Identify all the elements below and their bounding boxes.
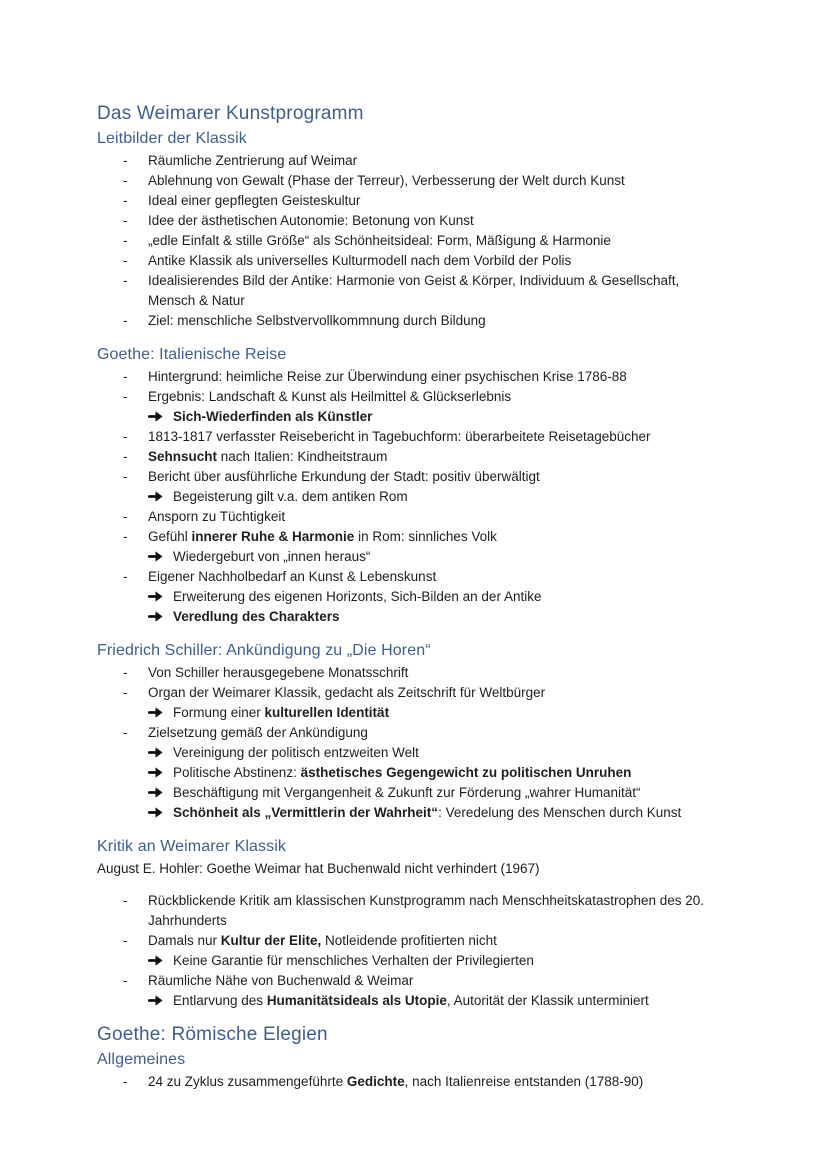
text-run: in Rom: sinnliches Volk — [354, 529, 497, 544]
section-heading: Goethe: Römische Elegien — [97, 1024, 328, 1045]
bold-text-run: Gedichte — [346, 1074, 405, 1089]
arrow-bullet-icon — [148, 951, 173, 971]
list-item-text — [148, 367, 748, 387]
arrow-right-icon — [148, 707, 163, 718]
list-item-text — [148, 567, 748, 587]
paragraph: August E. Hohler: Goethe Weimar hat Buchenwald nicht verhindert (1967) — [97, 861, 540, 876]
text-run: Erweiterung des eigenen Horizonts, Sich-Bilden an der Antike — [173, 589, 542, 604]
list-item-text — [148, 447, 748, 467]
dash-bullet-icon: - — [123, 509, 128, 524]
list-item — [97, 231, 748, 251]
list-item-text — [148, 971, 748, 991]
dash-bullet-icon: - — [123, 193, 128, 208]
list-item-text — [148, 251, 748, 271]
list-item — [97, 427, 748, 447]
bold-text-run: Veredlung des Charakters — [173, 609, 340, 624]
list-item — [97, 663, 748, 683]
list-item-text — [173, 763, 748, 783]
list-item-text — [173, 783, 748, 803]
text-run: Jahrhunderts — [148, 913, 227, 928]
text-run: Wiedergeburt von „innen heraus“ — [173, 549, 371, 564]
list-item-text — [148, 191, 748, 211]
subsection-heading: Kritik an Weimarer Klassik — [97, 838, 287, 855]
arrow-right-icon — [148, 411, 163, 422]
arrow-bullet-icon — [148, 587, 173, 607]
list-item — [97, 211, 748, 231]
bullet-list — [97, 663, 748, 823]
text-run: Idee der ästhetischen Autonomie: Betonung von Kunst — [148, 213, 474, 228]
text-run: 24 zu Zyklus zusammengeführte — [148, 1074, 347, 1089]
text-run: Räumliche Nähe von Buchenwald & Weimar — [148, 973, 414, 988]
text-run: Räumliche Zentrierung auf Weimar — [148, 153, 358, 168]
text-run: Eigener Nachholbedarf an Kunst & Lebenskunst — [148, 569, 437, 584]
text-run: „edle Einfalt & stille Größe“ als Schönheitsideal: Form, Mäßigung & Harmonie — [148, 233, 611, 248]
arrow-bullet-icon — [148, 703, 173, 723]
subsection-heading: Allgemeines — [97, 1051, 186, 1068]
dash-bullet-icon: - — [123, 569, 128, 584]
bullet-list — [97, 891, 748, 1011]
text-run: Beschäftigung mit Vergangenheit & Zukunft zur Förderung „wahrer Humanität“ — [173, 785, 641, 800]
list-item — [97, 683, 748, 703]
dash-bullet-icon: - — [123, 933, 128, 948]
list-item — [97, 607, 748, 627]
list-item-text — [148, 271, 748, 311]
arrow-bullet-icon — [148, 487, 173, 507]
list-item-text — [148, 171, 748, 191]
bold-text-run: innerer Ruhe & Harmonie — [191, 529, 355, 544]
text-run: Zielsetzung gemäß der Ankündigung — [148, 725, 368, 740]
dash-bullet-icon: - — [123, 369, 128, 384]
arrow-bullet-icon — [148, 803, 173, 823]
dash-bullet-icon: - — [123, 469, 128, 484]
bullet-list — [97, 1072, 748, 1092]
text-run: Bericht über ausführliche Erkundung der Stadt: positiv überwältigt — [148, 469, 540, 484]
text-run: Von Schiller herausgegebene Monatsschrift — [148, 665, 409, 680]
text-run: , nach Italienreise entstanden (1788-90) — [404, 1074, 644, 1089]
text-run: Ideal einer gepflegten Geisteskultur — [148, 193, 361, 208]
list-item-text — [148, 211, 748, 231]
subsection-heading: Goethe: Italienische Reise — [97, 346, 287, 363]
list-item — [97, 407, 748, 427]
list-item — [97, 567, 748, 587]
text-run: Antike Klassik als universelles Kulturmodell nach dem Vorbild der Polis — [148, 253, 572, 268]
list-item — [97, 931, 748, 951]
text-run: Rückblickende Kritik am klassischen Kunstprogramm nach Menschheitskatastrophen des 20. — [148, 893, 705, 908]
arrow-right-icon — [148, 807, 163, 818]
list-item-text — [148, 427, 748, 447]
text-run: Keine Garantie für menschliches Verhalten der Privilegierten — [173, 953, 534, 968]
list-item — [97, 467, 748, 487]
arrow-bullet-icon — [148, 743, 173, 763]
dash-bullet-icon: - — [123, 173, 128, 188]
list-item-text — [148, 931, 748, 951]
list-item — [97, 151, 748, 171]
subsection-heading: Friedrich Schiller: Ankündigung zu „Die Horen“ — [97, 642, 431, 659]
arrow-right-icon — [148, 747, 163, 758]
list-item — [97, 803, 748, 823]
list-item-text — [148, 723, 748, 743]
bold-text-run: Sehnsucht — [148, 449, 218, 464]
list-item-text — [148, 231, 748, 251]
dash-bullet-icon: - — [123, 253, 128, 268]
text-run: Ziel: menschliche Selbstvervollkommnung durch Bildung — [148, 313, 486, 328]
arrow-bullet-icon — [148, 763, 173, 783]
text-run: Ansporn zu Tüchtigkeit — [148, 509, 286, 524]
list-item — [97, 311, 748, 331]
list-item — [97, 547, 748, 567]
list-item — [97, 487, 748, 507]
dash-bullet-icon: - — [123, 213, 128, 228]
list-item-text — [148, 527, 748, 547]
list-item — [97, 1072, 748, 1092]
list-item — [97, 507, 748, 527]
list-item — [97, 991, 748, 1011]
dash-bullet-icon: - — [123, 685, 128, 700]
list-item-text — [148, 507, 748, 527]
subsection-heading: Leitbilder der Klassik — [97, 130, 247, 147]
dash-bullet-icon: - — [123, 973, 128, 988]
list-item — [97, 703, 748, 723]
list-item — [97, 171, 748, 191]
bold-text-run: ästhetisches Gegengewicht zu politischen Unruhen — [300, 765, 632, 780]
dash-bullet-icon: - — [123, 313, 128, 328]
text-run: Ergebnis: Landschaft & Kunst als Heilmittel & Glückserlebnis — [148, 389, 512, 404]
list-item-text — [148, 663, 748, 683]
list-item-text — [173, 407, 748, 427]
arrow-bullet-icon — [148, 991, 173, 1011]
text-run: Entlarvung des — [173, 993, 267, 1008]
text-run: : Veredelung des Menschen durch Kunst — [438, 805, 682, 820]
text-run: Politische Abstinenz: — [173, 765, 301, 780]
list-item — [97, 971, 748, 991]
list-item-text — [173, 487, 748, 507]
list-item-text — [173, 547, 748, 567]
arrow-right-icon — [148, 551, 163, 562]
list-item — [97, 387, 748, 407]
list-item-text — [148, 311, 748, 331]
list-item — [97, 271, 748, 311]
bullet-list — [97, 151, 748, 331]
section-heading: Das Weimarer Kunstprogramm — [97, 103, 364, 124]
dash-bullet-icon: - — [123, 429, 128, 444]
list-item-text — [148, 891, 748, 931]
list-item — [97, 743, 748, 763]
bold-text-run: Sich-Wiederfinden als Künstler — [173, 409, 373, 424]
list-item-text — [173, 607, 748, 627]
list-item — [97, 891, 748, 931]
arrow-right-icon — [148, 767, 163, 778]
text-run: Damals nur — [148, 933, 221, 948]
bold-text-run: kulturellen Identität — [264, 705, 390, 720]
dash-bullet-icon: - — [123, 153, 128, 168]
text-run: nach Italien: Kindheitstraum — [217, 449, 388, 464]
list-item — [97, 527, 748, 547]
text-run: Notleidende profitierten nicht — [321, 933, 497, 948]
text-run: Ablehnung von Gewalt (Phase der Terreur), Verbesserung der Welt durch Kunst — [148, 173, 625, 188]
list-item-text — [148, 467, 748, 487]
dash-bullet-icon: - — [123, 529, 128, 544]
arrow-right-icon — [148, 491, 163, 502]
list-item-text — [173, 587, 748, 607]
arrow-right-icon — [148, 611, 163, 622]
list-item-text — [173, 803, 748, 823]
list-item-text — [148, 683, 748, 703]
arrow-right-icon — [148, 955, 163, 966]
bold-text-run: Schönheit als „Vermittlerin der Wahrheit“ — [173, 805, 439, 820]
list-item-text — [148, 151, 748, 171]
list-item — [97, 951, 748, 971]
text-run: Formung einer — [173, 705, 265, 720]
bullet-list — [97, 367, 748, 627]
text-run: Hintergrund: heimliche Reise zur Überwindung einer psychischen Krise 1786-88 — [148, 369, 627, 384]
text-run: Idealisierendes Bild der Antike: Harmonie von Geist & Körper, Individuum & Gesellschaft, — [148, 273, 680, 288]
arrow-right-icon — [148, 995, 163, 1006]
text-run: Vereinigung der politisch entzweiten Welt — [173, 745, 419, 760]
list-item-text — [173, 951, 748, 971]
list-item — [97, 587, 748, 607]
bold-text-run: Kultur der Elite, — [220, 933, 322, 948]
text-run: Begeisterung gilt v.a. dem antiken Rom — [173, 489, 408, 504]
text-run: , Autorität der Klassik unterminiert — [446, 993, 649, 1008]
list-item-text — [173, 991, 748, 1011]
dash-bullet-icon: - — [123, 449, 128, 464]
arrow-right-icon — [148, 591, 163, 602]
text-run: Gefühl — [148, 529, 192, 544]
list-item-text — [148, 1072, 748, 1092]
list-item — [97, 367, 748, 387]
list-item — [97, 191, 748, 211]
list-item — [97, 723, 748, 743]
dash-bullet-icon: - — [123, 389, 128, 404]
list-item-text — [173, 703, 748, 723]
arrow-bullet-icon — [148, 547, 173, 567]
list-item — [97, 447, 748, 467]
text-run: 1813-1817 verfasster Reisebericht in Tagebuchform: überarbeitete Reisetagebücher — [148, 429, 651, 444]
dash-bullet-icon: - — [123, 1074, 128, 1089]
dash-bullet-icon: - — [123, 893, 128, 908]
text-run: Organ der Weimarer Klassik, gedacht als Zeitschrift für Weltbürger — [148, 685, 546, 700]
bold-text-run: Humanitätsideals als Utopie — [266, 993, 447, 1008]
arrow-bullet-icon — [148, 783, 173, 803]
arrow-bullet-icon — [148, 607, 173, 627]
arrow-right-icon — [148, 787, 163, 798]
dash-bullet-icon: - — [123, 665, 128, 680]
dash-bullet-icon: - — [123, 233, 128, 248]
dash-bullet-icon: - — [123, 273, 128, 288]
list-item — [97, 763, 748, 783]
list-item-text — [148, 387, 748, 407]
text-run: Mensch & Natur — [148, 293, 245, 308]
arrow-bullet-icon — [148, 407, 173, 427]
dash-bullet-icon: - — [123, 725, 128, 740]
list-item-text — [173, 743, 748, 763]
list-item — [97, 251, 748, 271]
list-item — [97, 783, 748, 803]
